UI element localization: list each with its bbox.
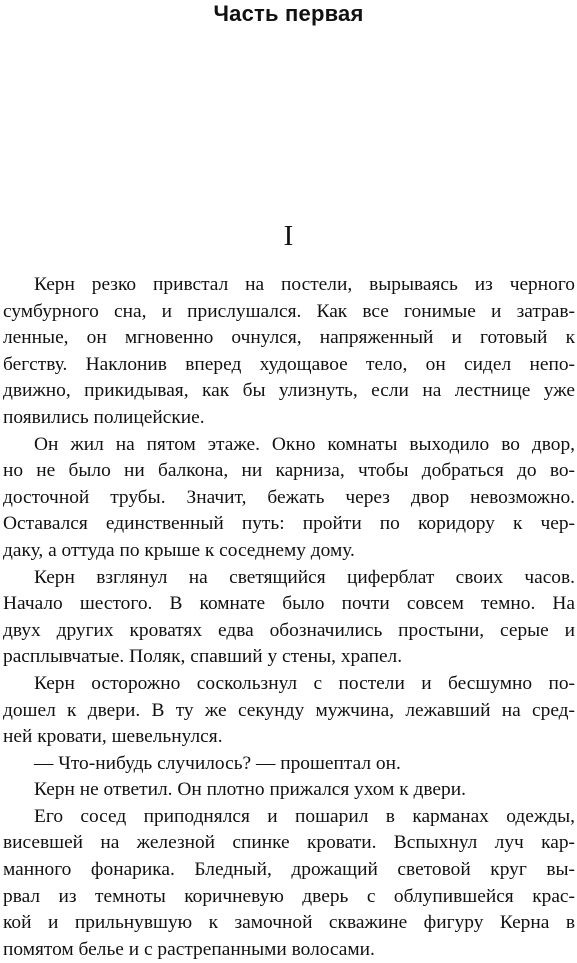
text-line: Начало шестого. В комнате было почти совсем темно. На [3,593,575,615]
part-heading: Часть первая [213,1,364,26]
chapter-body-text [3,272,575,963]
text-line: расплывчатые. Поляк, спавший у стены, храпел. [3,646,403,668]
text-line: — Что-нибудь случилось? — прошептал он. [34,752,401,774]
text-line: бегству. Наклонив вперед худощавое тело, он сидел непо- [3,353,575,375]
text-line: сумбурного сна, и прислушался. Как все гонимые и затрав- [3,300,575,322]
text-line: Он жил на пятом этаже. Окно комнаты выходило во двор, [34,433,575,455]
text-line: Керн резко привстал на постели, вырываясь из черного [34,274,575,295]
text-line: Керн осторожно соскользнул с постели и бесшумно по- [34,672,575,694]
chapter-number: I [283,220,294,252]
text-line: рвал из темноты коричневую дверь с облупившейся крас- [3,885,575,907]
text-line: дошел к двери. В ту же секунду мужчина, лежавший на сред- [3,699,575,721]
text-line: двух других кроватях едва обозначились простыни, серые и [3,619,575,641]
text-line: помятом белье и с растрепанными волосами. [3,938,375,960]
text-line: появились полицейские. [3,406,205,428]
text-line: манного фонарика. Бледный, дрожащий световой круг вы- [3,859,575,881]
text-line: но не было ни балкона, ни карниза, чтобы добраться до во- [3,460,575,482]
text-line: ней кровати, шевельнулся. [3,726,223,748]
text-line: Его сосед приподнялся и пошарил в карманах одежды, [34,805,575,827]
text-line: Оставался единственный путь: пройти по коридору к чер- [3,513,575,535]
text-line: Керн не ответил. Он плотно прижался ухом к двери. [34,779,466,801]
text-line: Керн взглянул на светящийся циферблат своих часов. [34,566,575,588]
text-line: даку, а оттуда по крыше к соседнему дому. [3,539,355,561]
text-line: ленные, он мгновенно очнулся, напряженный и готовый к [3,327,575,349]
text-line: движно, прикидывая, как бы улизнуть, если на лестнице уже [3,380,575,402]
text-line: досточной трубы. Значит, бежать через двор невозможно. [3,486,575,508]
text-line: кой и прильнувшую к замочной скважине фигуру Керна в [3,912,575,934]
text-line: висевшей на железной спинке кровати. Вспыхнул луч кар- [3,832,575,854]
